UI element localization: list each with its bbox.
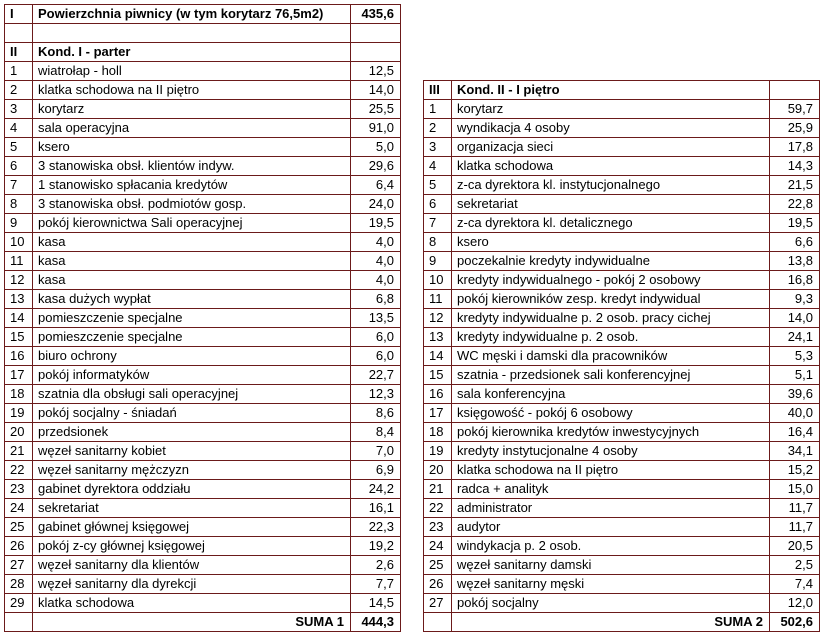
row-index: 16 [5, 347, 33, 366]
sum-value: 502,6 [770, 613, 820, 632]
area-value: 5,3 [770, 347, 820, 366]
table-row [424, 290, 820, 309]
room-name: przedsionek [33, 423, 351, 442]
row-index: 17 [424, 404, 452, 423]
table-row [424, 461, 820, 480]
area-value: 25,5 [351, 100, 401, 119]
row-index: 12 [424, 309, 452, 328]
row-index: 9 [5, 214, 33, 233]
table-row [5, 119, 401, 138]
area-value: 6,4 [351, 176, 401, 195]
row-index: 10 [424, 271, 452, 290]
row-index: 28 [5, 575, 33, 594]
table-row [424, 195, 820, 214]
room-name: pomieszczenie specjalne [33, 309, 351, 328]
row-index: 14 [424, 347, 452, 366]
row-index: 15 [424, 366, 452, 385]
room-name: ksero [452, 233, 770, 252]
table-row [424, 423, 820, 442]
row-index: 5 [424, 176, 452, 195]
room-name: 3 stanowiska obsł. podmiotów gosp. [33, 195, 351, 214]
area-value: 5,1 [770, 366, 820, 385]
area-value: 2,6 [351, 556, 401, 575]
sum-label: SUMA 2 [452, 613, 770, 632]
room-name: kredyty indywidualne p. 2 osob. [452, 328, 770, 347]
row-index: 20 [5, 423, 33, 442]
row-index: 22 [424, 499, 452, 518]
table-row [5, 62, 401, 81]
row-index: 3 [5, 100, 33, 119]
table-row [5, 157, 401, 176]
area-value: 7,4 [770, 575, 820, 594]
area-value: 11,7 [770, 499, 820, 518]
row-index: 3 [424, 138, 452, 157]
first-floor-table [423, 80, 820, 632]
area-value: 5,0 [351, 138, 401, 157]
room-name: Powierzchnia piwnicy (w tym korytarz 76,5m2) [33, 5, 351, 24]
area-value: 14,0 [770, 309, 820, 328]
area-value: 22,3 [351, 518, 401, 537]
area-value: 6,0 [351, 347, 401, 366]
area-value [351, 24, 401, 43]
row-index: 18 [424, 423, 452, 442]
room-name: kasa [33, 233, 351, 252]
row-index: 21 [424, 480, 452, 499]
room-name: Kond. II - I piętro [452, 81, 770, 100]
table-row [5, 575, 401, 594]
row-index: 8 [424, 233, 452, 252]
table-row [5, 537, 401, 556]
table-row [5, 138, 401, 157]
table-row [424, 176, 820, 195]
room-name: wiatrołap - holl [33, 62, 351, 81]
area-value: 8,4 [351, 423, 401, 442]
row-index: 22 [5, 461, 33, 480]
area-value: 4,0 [351, 233, 401, 252]
table-row [424, 252, 820, 271]
room-name: administrator [452, 499, 770, 518]
area-value: 14,5 [351, 594, 401, 613]
area-value: 11,7 [770, 518, 820, 537]
row-index: 13 [5, 290, 33, 309]
room-name: klatka schodowa na II piętro [452, 461, 770, 480]
area-value: 24,1 [770, 328, 820, 347]
area-value: 39,6 [770, 385, 820, 404]
sum-row [424, 613, 820, 632]
row-index: 23 [5, 480, 33, 499]
area-value: 4,0 [351, 271, 401, 290]
room-name: audytor [452, 518, 770, 537]
table-row [424, 556, 820, 575]
row-index [5, 24, 33, 43]
row-index: II [5, 43, 33, 62]
row-index: I [5, 5, 33, 24]
area-value: 24,2 [351, 480, 401, 499]
row-index: 7 [5, 176, 33, 195]
row-index: 25 [5, 518, 33, 537]
room-name: pomieszczenie specjalne [33, 328, 351, 347]
row-index: 24 [424, 537, 452, 556]
table-row [424, 119, 820, 138]
table-row [5, 518, 401, 537]
table-row [424, 233, 820, 252]
area-value: 19,5 [770, 214, 820, 233]
table-row [5, 499, 401, 518]
room-name: WC męski i damski dla pracowników [452, 347, 770, 366]
row-index: 17 [5, 366, 33, 385]
area-value: 6,8 [351, 290, 401, 309]
area-value: 22,7 [351, 366, 401, 385]
table-row [5, 404, 401, 423]
row-index: 2 [5, 81, 33, 100]
row-index: 18 [5, 385, 33, 404]
room-name: korytarz [33, 100, 351, 119]
room-name: węzeł sanitarny dla dyrekcji [33, 575, 351, 594]
area-value: 15,2 [770, 461, 820, 480]
table-row [5, 347, 401, 366]
room-name: księgowość - pokój 6 osobowy [452, 404, 770, 423]
area-value: 17,8 [770, 138, 820, 157]
room-name: radca + analityk [452, 480, 770, 499]
row-index: 27 [424, 594, 452, 613]
row-index: 11 [5, 252, 33, 271]
table-row [424, 385, 820, 404]
area-value: 6,9 [351, 461, 401, 480]
room-name: windykacja p. 2 osob. [452, 537, 770, 556]
room-name: węzeł sanitarny dla klientów [33, 556, 351, 575]
table-row [5, 328, 401, 347]
sum-label: SUMA 1 [33, 613, 351, 632]
area-value: 34,1 [770, 442, 820, 461]
area-value: 2,5 [770, 556, 820, 575]
room-name: szatnia dla obsługi sali operacyjnej [33, 385, 351, 404]
room-name: korytarz [452, 100, 770, 119]
room-name [33, 24, 351, 43]
area-value: 22,8 [770, 195, 820, 214]
table-row [5, 309, 401, 328]
room-name: pokój socjalny - śniadań [33, 404, 351, 423]
room-name: węzeł sanitarny damski [452, 556, 770, 575]
table-row [5, 366, 401, 385]
header-row [424, 81, 820, 100]
room-name: sala operacyjna [33, 119, 351, 138]
area-value: 435,6 [351, 5, 401, 24]
table-row [424, 328, 820, 347]
room-name: wyndikacja 4 osoby [452, 119, 770, 138]
basement-ground-floor-table [4, 4, 401, 632]
area-value: 40,0 [770, 404, 820, 423]
table-row [5, 556, 401, 575]
room-name: Kond. I - parter [33, 43, 351, 62]
row-index: 9 [424, 252, 452, 271]
table-row [5, 442, 401, 461]
room-name: z-ca dyrektora kl. detalicznego [452, 214, 770, 233]
area-value: 91,0 [351, 119, 401, 138]
row-index: 24 [5, 499, 33, 518]
table-row [424, 537, 820, 556]
row-index: 8 [5, 195, 33, 214]
room-name: kredyty indywidualnego - pokój 2 osobowy [452, 271, 770, 290]
area-value: 7,0 [351, 442, 401, 461]
table-row [5, 461, 401, 480]
table-row [424, 480, 820, 499]
row-index: 19 [5, 404, 33, 423]
room-name: klatka schodowa [452, 157, 770, 176]
row-index: 29 [5, 594, 33, 613]
room-name: gabinet dyrektora oddziału [33, 480, 351, 499]
row-index: 4 [424, 157, 452, 176]
room-name: pokój kierowników zesp. kredyt indywidual [452, 290, 770, 309]
row-index: 15 [5, 328, 33, 347]
row-index: 7 [424, 214, 452, 233]
table-row [424, 442, 820, 461]
room-name: pokój kierownictwa Sali operacyjnej [33, 214, 351, 233]
row-index: 20 [424, 461, 452, 480]
area-value: 12,5 [351, 62, 401, 81]
row-index: 6 [424, 195, 452, 214]
area-value: 21,5 [770, 176, 820, 195]
table-row [5, 100, 401, 119]
area-value: 15,0 [770, 480, 820, 499]
room-name: z-ca dyrektora kl. instytucjonalnego [452, 176, 770, 195]
table-row [5, 290, 401, 309]
room-name: organizacja sieci [452, 138, 770, 157]
row-index: 10 [5, 233, 33, 252]
sum-value: 444,3 [351, 613, 401, 632]
area-value [351, 43, 401, 62]
area-value: 16,4 [770, 423, 820, 442]
row-index: 21 [5, 442, 33, 461]
sum-spacer [424, 613, 452, 632]
room-name: klatka schodowa na II piętro [33, 81, 351, 100]
room-name: węzeł sanitarny kobiet [33, 442, 351, 461]
area-value: 20,5 [770, 537, 820, 556]
table-row [424, 594, 820, 613]
row-index: 1 [424, 100, 452, 119]
room-name: ksero [33, 138, 351, 157]
table-row [5, 195, 401, 214]
area-value: 13,5 [351, 309, 401, 328]
room-name: biuro ochrony [33, 347, 351, 366]
table-row [424, 366, 820, 385]
room-name: kasa [33, 252, 351, 271]
header-row [5, 43, 401, 62]
room-name: klatka schodowa [33, 594, 351, 613]
area-value: 8,6 [351, 404, 401, 423]
room-name: poczekalnie kredyty indywidualne [452, 252, 770, 271]
area-value: 29,6 [351, 157, 401, 176]
table-row [424, 499, 820, 518]
table-row [424, 138, 820, 157]
table-row [5, 176, 401, 195]
room-name: sekretariat [33, 499, 351, 518]
table-row [424, 309, 820, 328]
room-name: sekretariat [452, 195, 770, 214]
room-name: pokój kierownika kredytów inwestycyjnych [452, 423, 770, 442]
row-index: 25 [424, 556, 452, 575]
room-name: węzeł sanitarny męski [452, 575, 770, 594]
table-row [424, 100, 820, 119]
row-index: 16 [424, 385, 452, 404]
table-row [424, 575, 820, 594]
room-name: kredyty instytucjonalne 4 osoby [452, 442, 770, 461]
header-row [5, 24, 401, 43]
table-row [5, 385, 401, 404]
area-value: 9,3 [770, 290, 820, 309]
area-value: 24,0 [351, 195, 401, 214]
table-row [5, 214, 401, 233]
row-index: 11 [424, 290, 452, 309]
row-index: 6 [5, 157, 33, 176]
table-row [5, 480, 401, 499]
row-index: 23 [424, 518, 452, 537]
row-index: 2 [424, 119, 452, 138]
area-value: 13,8 [770, 252, 820, 271]
area-value: 6,6 [770, 233, 820, 252]
area-value: 19,2 [351, 537, 401, 556]
room-name: kredyty indywidualne p. 2 osob. pracy cichej [452, 309, 770, 328]
area-value: 14,3 [770, 157, 820, 176]
table-row [5, 271, 401, 290]
sum-spacer [5, 613, 33, 632]
room-name: 1 stanowisko spłacania kredytów [33, 176, 351, 195]
room-name: kasa dużych wypłat [33, 290, 351, 309]
table-row [424, 271, 820, 290]
area-value: 7,7 [351, 575, 401, 594]
area-value: 12,0 [770, 594, 820, 613]
header-row [5, 5, 401, 24]
table-row [424, 157, 820, 176]
row-index: 1 [5, 62, 33, 81]
area-value: 16,1 [351, 499, 401, 518]
table-row [5, 594, 401, 613]
table-row [5, 233, 401, 252]
room-name: pokój socjalny [452, 594, 770, 613]
area-value: 6,0 [351, 328, 401, 347]
room-name: pokój z-cy głównej księgowej [33, 537, 351, 556]
table-row [5, 252, 401, 271]
row-index: 12 [5, 271, 33, 290]
row-index: 13 [424, 328, 452, 347]
table-row [5, 423, 401, 442]
room-name: sala konferencyjna [452, 385, 770, 404]
table-row [424, 347, 820, 366]
table-row [424, 214, 820, 233]
table-row [424, 404, 820, 423]
row-index: 19 [424, 442, 452, 461]
area-value: 12,3 [351, 385, 401, 404]
row-index: 4 [5, 119, 33, 138]
room-name: gabinet głównej księgowej [33, 518, 351, 537]
room-name: pokój informatyków [33, 366, 351, 385]
table-row [424, 518, 820, 537]
area-value: 16,8 [770, 271, 820, 290]
room-name: 3 stanowiska obsł. klientów indyw. [33, 157, 351, 176]
area-value: 4,0 [351, 252, 401, 271]
area-value: 19,5 [351, 214, 401, 233]
area-value: 14,0 [351, 81, 401, 100]
room-name: kasa [33, 271, 351, 290]
area-value [770, 81, 820, 100]
row-index: III [424, 81, 452, 100]
sum-row [5, 613, 401, 632]
room-name: szatnia - przedsionek sali konferencyjnej [452, 366, 770, 385]
row-index: 26 [424, 575, 452, 594]
area-value: 25,9 [770, 119, 820, 138]
area-value: 59,7 [770, 100, 820, 119]
row-index: 26 [5, 537, 33, 556]
table-row [5, 81, 401, 100]
row-index: 5 [5, 138, 33, 157]
room-name: węzeł sanitarny mężczyzn [33, 461, 351, 480]
row-index: 14 [5, 309, 33, 328]
row-index: 27 [5, 556, 33, 575]
